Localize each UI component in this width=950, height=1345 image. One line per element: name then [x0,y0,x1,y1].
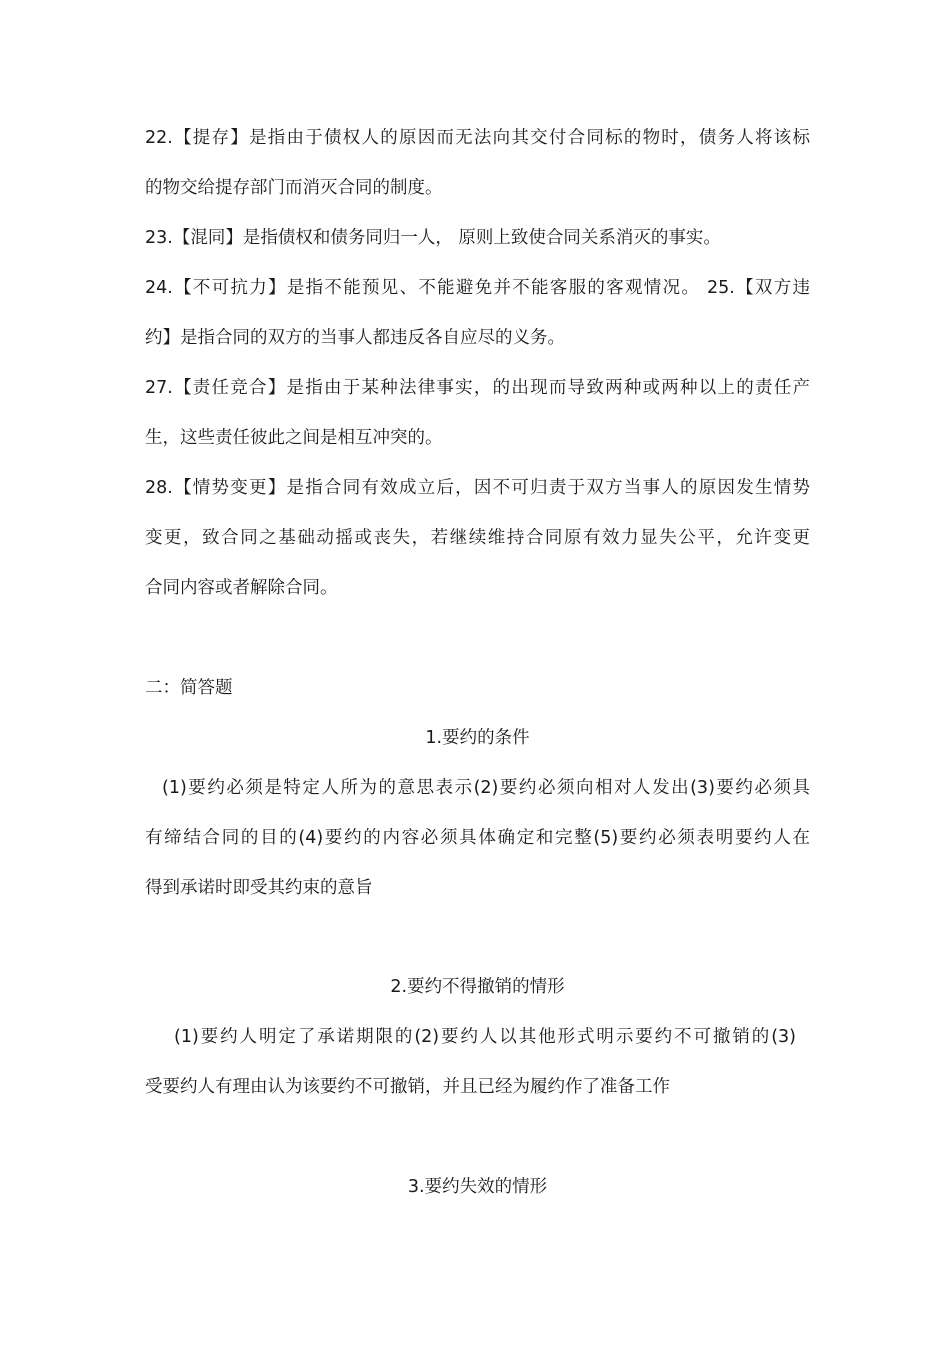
question-1-line-1: (1)要约必须是特定人所为的意思表示(2)要约必须向相对人发出(3)要约必须具 [162,778,810,798]
question-3-title: 3.要约失效的情形 [407,1177,548,1197]
question-2-line-1: (1)要约人明定了承诺期限的(2)要约人以其他形式明示要约不可撤销的(3) [174,1027,796,1047]
definition-28-line-2: 变更，致合同之基础动摇或丧失，若继续维持合同原有效力显失公平，允许变更 [145,528,810,548]
definition-22-line-1: 22.【提存】是指由于债权人的原因而无法向其交付合同标的物时，债务人将该标 [145,128,810,148]
question-1-line-3: 得到承诺时即受其约束的意旨 [145,878,373,898]
question-1-line-2: 有缔结合同的目的(4)要约的内容必须具体确定和完整(5)要约必须表明要约人在 [145,828,810,848]
definition-28-line-1: 28.【情势变更】是指合同有效成立后，因不可归责于双方当事人的原因发生情势 [145,478,810,498]
definition-25-line-2: 约】是指合同的双方的当事人都违反各自应尽的义务。 [145,328,565,348]
definition-27-line-2: 生，这些责任彼此之间是相互冲突的。 [145,428,443,448]
definition-27-line-1: 27.【责任竞合】是指由于某种法律事实，的出现而导致两种或两种以上的责任产 [145,378,810,398]
question-1-title: 1.要约的条件 [425,728,530,748]
question-2-line-2: 受要约人有理由认为该要约不可撤销，并且已经为履约作了准备工作 [145,1077,670,1097]
question-2-title: 2.要约不得撤销的情形 [390,977,565,997]
definition-28-line-3: 合同内容或者解除合同。 [145,578,338,598]
definition-23-line-1: 23.【混同】是指债权和债务同归一人， 原则上致使合同关系消灭的事实。 [145,228,721,248]
definition-24-line-1: 24.【不可抗力】是指不能预见、不能避免并不能客服的客观情况。 25.【双方违 [145,278,810,298]
section-heading: 二：简答题 [145,678,233,698]
definition-22-line-2: 的物交给提存部门而消灭合同的制度。 [145,178,443,198]
